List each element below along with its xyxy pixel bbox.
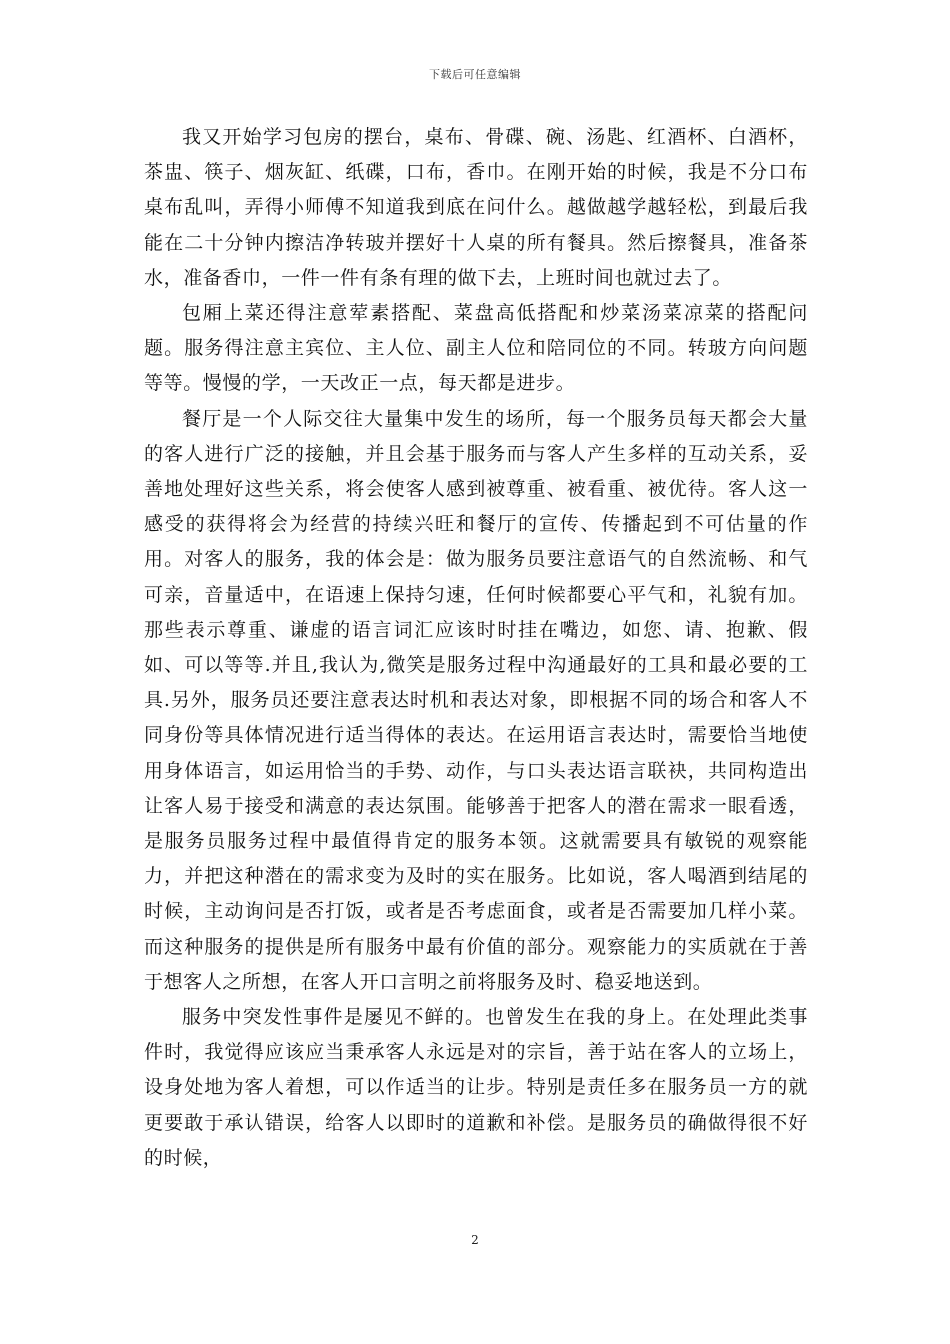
page-number: 2	[471, 1233, 479, 1247]
paragraph-4: 服务中突发性事件是屡见不鲜的。也曾发生在我的身上。在处理此类事件时，我觉得应该应当秉承客人永远是对的宗旨，善于站在客人的立场上，设身处地为客人着想，可以作适当的让步。特别是责任多在服务员一方的就更要敢于承认错误，给客人以即时的道歉和补偿。是服务员的确做得很不好的时候，	[144, 1006, 808, 1169]
paragraph-1: 我又开始学习包房的摆台，桌布、骨碟、碗、汤匙、红酒杯、白酒杯，茶盅、筷子、烟灰缸、纸碟，口布，香巾。在刚开始的时候，我是不分口布桌布乱叫，弄得小师傅不知道我到底在问什么。越做越学越轻松，到最后我能在二十分钟内擦洁净转玻并摆好十人桌的所有餐具。然后擦餐具，准备茶水，准备香巾，一件一件有条有理的做下去，上班时间也就过去了。	[144, 126, 808, 289]
document-body	[144, 120, 808, 1176]
paragraph-3: 餐厅是一个人际交往大量集中发生的场所，每一个服务员每天都会大量的客人进行广泛的接触，并且会基于服务而与客人产生多样的互动关系，妥善地处理好这些关系，将会使客人感到被尊重、被看重、被优待。客人这一感受的获得将会为经营的持续兴旺和餐厅的宣传、传播起到不可估量的作用。对客人的服务，我的体会是：做为服务员要注意语气的自然流畅、和气可亲，音量适中，在语速上保持匀速，任何时候都要心平气和，礼貌有加。那些表示尊重、谦虚的语言词汇应该时时挂在嘴边，如您、请、抱歉、假如、可以等等.并且,我认为,微笑是服务过程中沟通最好的工具和最必要的工具.另外，服务员还要注意表达时机和表达对象，即根据不同的场合和客人不同身份等具体情况进行适当得体的表达。在运用语言表达时，需要恰当地使用身体语言，如运用恰当的手势、动作，与口头表达语言联袂，共同构造出让客人易于接受和满意的表达氛围。能够善于把客人的潜在需求一眼看透，是服务员服务过程中最值得肯定的服务本领。这就需要具有敏锐的观察能力，并把这种潜在的需求变为及时的实在服务。比如说，客人喝酒到结尾的时候，主动询问是否打饭，或者是否考虑面食，或者是否需要加几样小菜。而这种服务的提供是所有服务中最有价值的部分。观察能力的实质就在于善于想客人之所想，在客人开口言明之前将服务及时、稳妥地送到。	[144, 407, 808, 993]
page-header: 下载后可任意编辑	[429, 68, 521, 81]
paragraph-2: 包厢上菜还得注意荤素搭配、菜盘高低搭配和炒菜汤菜凉菜的搭配问题。服务得注意主宾位、主人位、副主人位和陪同位的不同。转玻方向问题等等。慢慢的学，一天改正一点，每天都是进步。	[144, 302, 808, 395]
